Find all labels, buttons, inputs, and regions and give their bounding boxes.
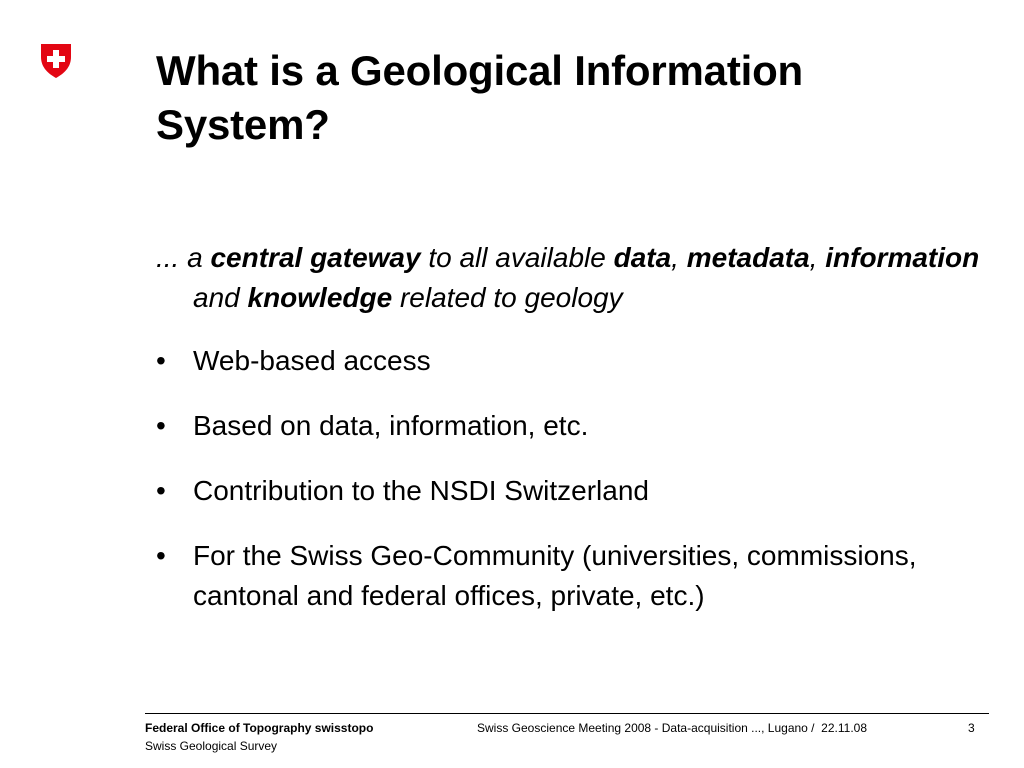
intro-term-metadata: metadata <box>686 242 810 273</box>
intro-text-4: and <box>193 282 248 313</box>
bullet-item <box>156 471 976 511</box>
bullet-item <box>156 406 976 446</box>
intro-text-2: , <box>671 242 687 273</box>
bullet-marker: • <box>156 345 166 376</box>
bullet-marker: • <box>156 410 166 441</box>
intro-paragraph <box>156 238 1023 318</box>
intro-term-data: data <box>613 242 672 273</box>
slide-title-line-2: System? <box>156 101 330 148</box>
intro-text-1: to all available <box>420 242 614 273</box>
page-number: 3 <box>968 721 975 735</box>
cross-horizontal <box>47 56 65 62</box>
bullet-marker: • <box>156 540 166 571</box>
swiss-federal-shield-icon <box>40 43 72 79</box>
bullet-text: For the Swiss Geo-Community (universities, commissions, cantonal and federal offices, private, etc.) <box>193 540 917 611</box>
shield-icon <box>40 43 72 79</box>
bullet-text: Web-based access <box>193 345 431 376</box>
intro-prefix: ... a <box>156 242 211 273</box>
footer-divider <box>145 713 989 714</box>
bullet-item <box>156 341 976 381</box>
footer-unit: Swiss Geological Survey <box>145 739 278 753</box>
footer-organization: Federal Office of Topography swisstopo <box>145 721 374 735</box>
bullet-marker: • <box>156 475 166 506</box>
bullet-text: Based on data, information, etc. <box>193 410 589 441</box>
intro-term-knowledge: knowledge <box>247 282 393 313</box>
intro-text-3: , <box>809 242 826 273</box>
intro-term-central-gateway: central gateway <box>210 242 421 273</box>
footer-event: Swiss Geoscience Meeting 2008 - Data-acquisition ..., Lugano / 22.11.08 <box>477 721 868 735</box>
intro-suffix: related to geology <box>392 282 623 313</box>
slide-title <box>156 44 956 152</box>
bullet-list <box>156 341 976 641</box>
bullet-item <box>156 536 976 616</box>
slide-title-line-1: What is a Geological Information <box>156 47 803 94</box>
bullet-text: Contribution to the NSDI Switzerland <box>193 475 649 506</box>
intro-term-information: information <box>825 242 980 273</box>
